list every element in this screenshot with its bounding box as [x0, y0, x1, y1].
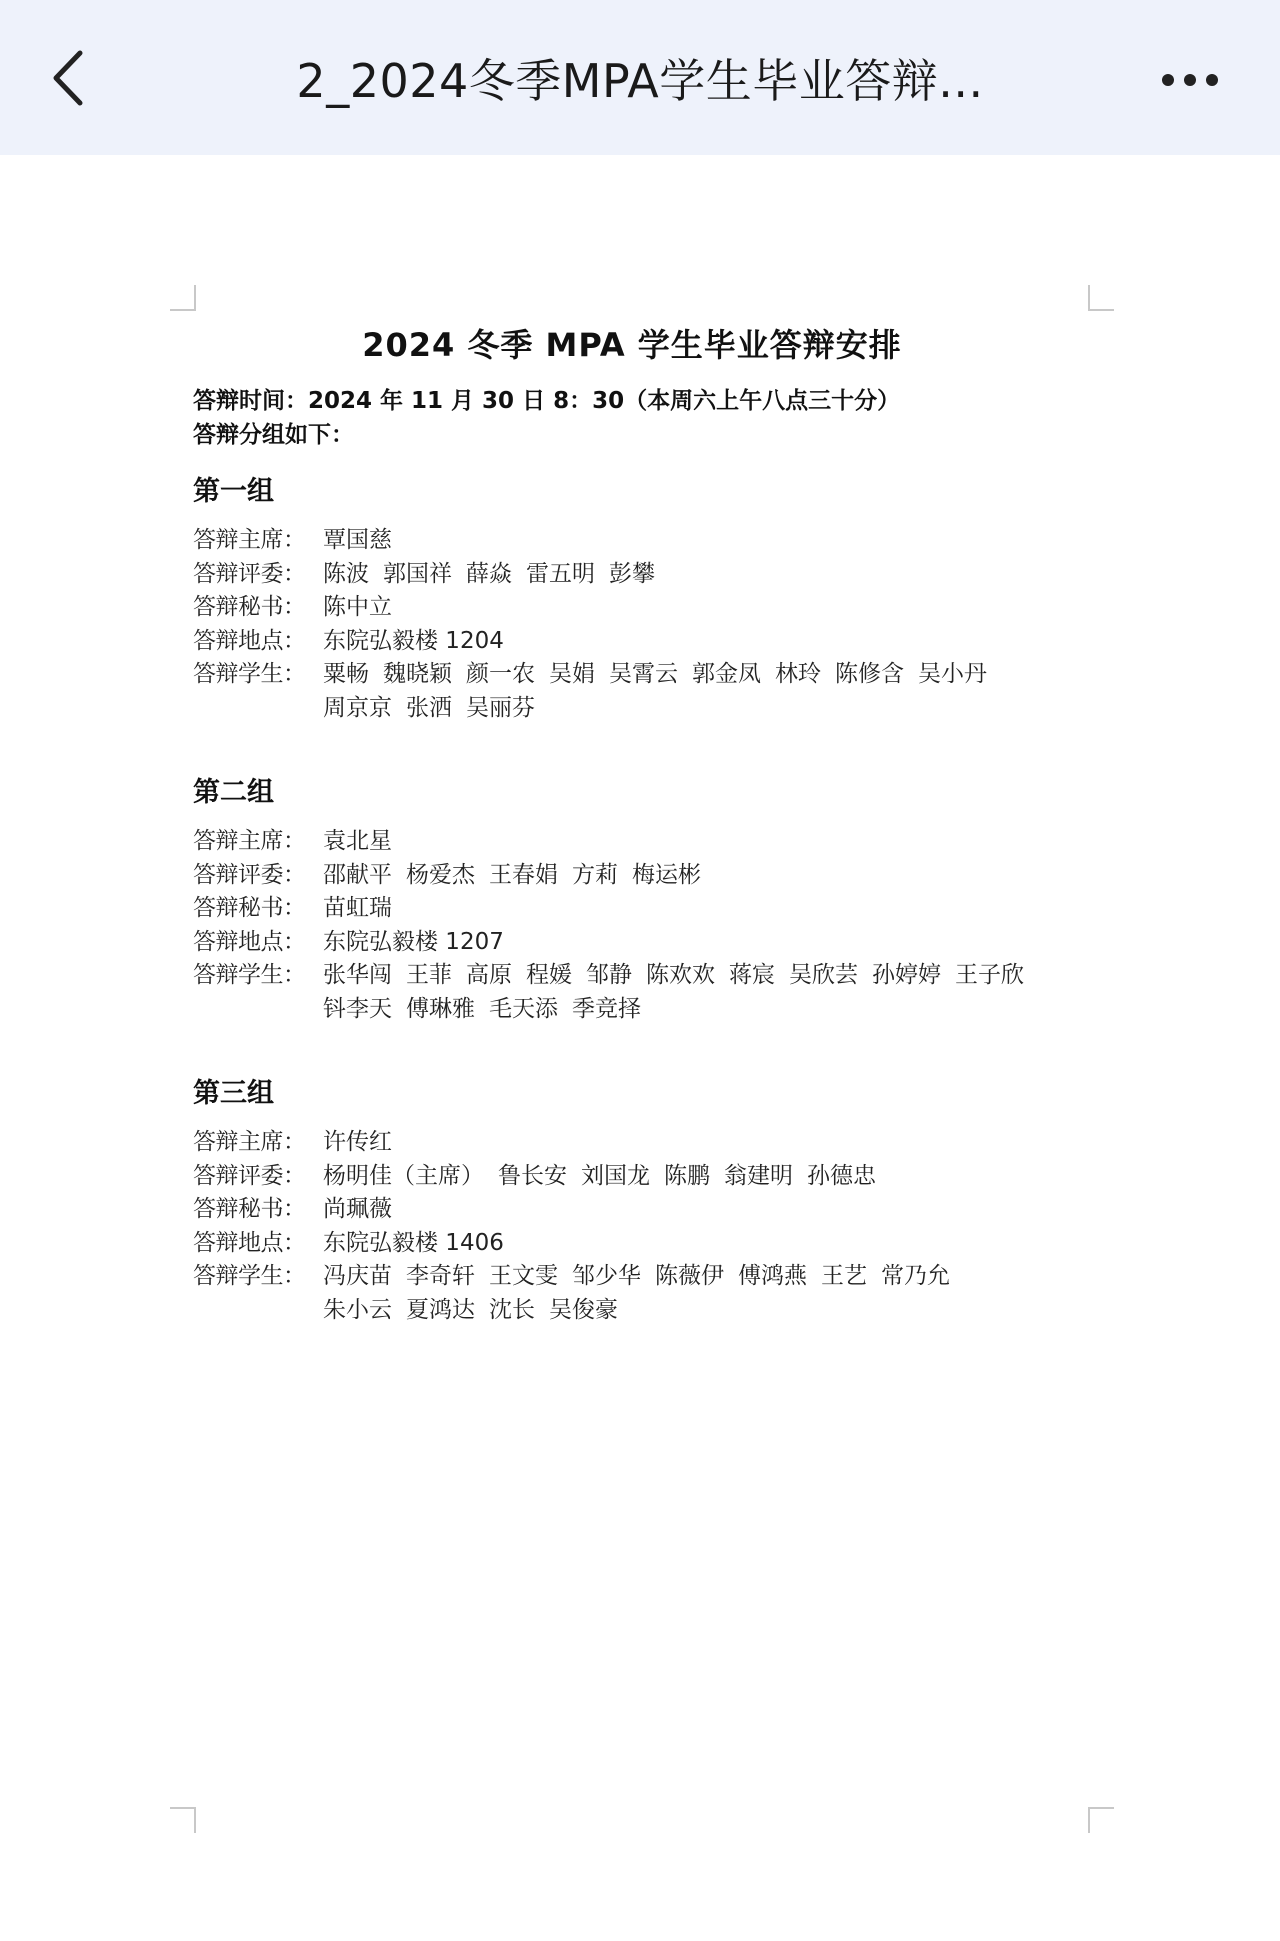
person-name: 周京京 — [323, 694, 392, 721]
defense-group — [193, 1074, 1093, 1327]
person-name: 郭金凤 — [692, 661, 761, 687]
secretary-row-value — [323, 1193, 1093, 1227]
person-name: 蒋宸 — [729, 962, 775, 988]
secretary-row-value — [323, 591, 1093, 625]
person-name: 薛焱 — [466, 560, 512, 587]
page-corner-mark — [170, 1807, 196, 1833]
person-name: 邹静 — [586, 962, 632, 988]
person-name: 吴欣芸 — [789, 962, 858, 988]
chair-name: 覃国慈 — [323, 527, 392, 553]
page-corner-mark — [1088, 285, 1114, 311]
person-name: 郭国祥 — [383, 560, 452, 587]
person-name: 吴娟 — [549, 661, 595, 687]
students-line — [323, 959, 1093, 993]
chair-row-label: 答辩主席： — [193, 527, 306, 553]
chair-name: 袁北星 — [323, 828, 392, 854]
secretary-name: 苗虹瑞 — [323, 895, 392, 921]
person-name: 高原 — [466, 962, 512, 988]
person-name: 毛天添 — [489, 995, 558, 1022]
location-text: 东院弘毅楼 1207 — [323, 928, 504, 955]
person-name: 王菲 — [406, 962, 452, 988]
chair-row — [193, 1126, 1093, 1160]
person-name: 朱小云 — [323, 1296, 392, 1323]
committee-row — [193, 859, 1093, 893]
defense-group — [193, 773, 1093, 1026]
person-name: 钭李天 — [323, 995, 392, 1022]
group-heading: 第二组 — [193, 777, 274, 808]
document-viewer[interactable] — [0, 155, 1280, 1941]
person-name: 王春娟 — [489, 861, 558, 888]
person-name: 傅琳雅 — [406, 995, 475, 1022]
committee-row — [193, 1160, 1093, 1194]
secretary-row-value — [323, 892, 1093, 926]
person-name: 王子欣 — [955, 962, 1024, 988]
person-name: 孙德忠 — [807, 1162, 876, 1189]
students-line — [323, 658, 1093, 692]
committee-row — [193, 558, 1093, 592]
person-name: 方莉 — [572, 861, 618, 888]
person-name: 张洒 — [406, 694, 452, 721]
person-name: 陈鹏 — [664, 1162, 710, 1189]
chair-row-value — [323, 1126, 1093, 1160]
location-row-value — [323, 625, 1093, 659]
location-row-label: 答辩地点： — [193, 928, 306, 955]
more-dots-icon — [1160, 73, 1220, 87]
person-name: 季竞择 — [572, 995, 641, 1022]
groups-container — [193, 472, 1093, 1327]
students-line — [323, 993, 1093, 1027]
person-name: 陈欢欢 — [646, 962, 715, 988]
top-bar — [0, 0, 1280, 155]
defense-group — [193, 472, 1093, 725]
location-row — [193, 926, 1093, 960]
students-row-value — [323, 959, 1093, 1026]
students-row — [193, 1260, 1093, 1327]
person-name: 孙婷婷 — [872, 962, 941, 988]
person-name: 吴霄云 — [609, 661, 678, 687]
person-name: 鲁长安 — [498, 1162, 567, 1189]
page-corner-mark — [170, 285, 196, 311]
person-name: 彭攀 — [609, 560, 655, 587]
person-name: 陈薇伊 — [655, 1263, 724, 1289]
person-name: 傅鸿燕 — [738, 1263, 807, 1289]
students-row — [193, 959, 1093, 1026]
committee-row-value — [323, 1160, 1093, 1194]
group-heading: 第三组 — [193, 1078, 274, 1109]
committee-row-label: 答辩评委： — [193, 560, 306, 587]
students-row-label: 答辩学生： — [193, 661, 306, 687]
person-name: 邹少华 — [572, 1263, 641, 1289]
person-name: 陈波 — [323, 560, 369, 587]
chair-name: 许传红 — [323, 1129, 392, 1155]
document-title: 2_2024冬季MPA学生毕业答辩... — [296, 53, 984, 108]
page-corner-mark — [1088, 1807, 1114, 1833]
chair-row — [193, 524, 1093, 558]
person-name: 沈长 — [489, 1296, 535, 1323]
person-name: 吴小丹 — [918, 661, 987, 687]
grouping-intro: 答辩分组如下： — [193, 422, 354, 448]
person-name: 杨爱杰 — [406, 861, 475, 888]
person-name: 粟畅 — [323, 661, 369, 687]
more-options-button[interactable] — [1140, 55, 1240, 105]
committee-row-value — [323, 859, 1093, 893]
secretary-row — [193, 591, 1093, 625]
person-name: 邵献平 — [323, 861, 392, 888]
secretary-row-label: 答辩秘书： — [193, 895, 306, 921]
students-row-label: 答辩学生： — [193, 962, 306, 988]
person-name: 张华闯 — [323, 962, 392, 988]
location-text: 东院弘毅楼 1204 — [323, 627, 504, 654]
person-name: 梅运彬 — [632, 861, 701, 888]
secretary-row-label: 答辩秘书： — [193, 594, 306, 620]
location-row — [193, 1227, 1093, 1261]
person-name: 李奇轩 — [406, 1263, 475, 1289]
location-row — [193, 625, 1093, 659]
person-name: 翁建明 — [724, 1162, 793, 1189]
person-name: 王艺 — [821, 1263, 867, 1289]
students-row — [193, 658, 1093, 725]
page-title: 2024 冬季 MPA 学生毕业答辩安排 — [362, 326, 902, 364]
person-name: 雷五明 — [526, 560, 595, 587]
committee-row-value — [323, 558, 1093, 592]
committee-row-label: 答辩评委： — [193, 861, 306, 888]
location-row-label: 答辩地点： — [193, 627, 306, 654]
secretary-row — [193, 1193, 1093, 1227]
location-row-label: 答辩地点： — [193, 1229, 306, 1256]
location-row-value — [323, 926, 1093, 960]
chair-row-value — [323, 825, 1093, 859]
person-name: 刘国龙 — [581, 1162, 650, 1189]
defense-time: 答辩时间：2024 年 11 月 30 日 8：30（本周六上午八点三十分） — [193, 388, 901, 414]
students-row-label: 答辩学生： — [193, 1263, 306, 1289]
person-name: 魏晓颖 — [383, 661, 452, 687]
person-name: 颜一农 — [466, 661, 535, 687]
person-name: 吴丽芬 — [466, 694, 535, 721]
secretary-row — [193, 892, 1093, 926]
students-line — [323, 1260, 1093, 1294]
students-line — [323, 1294, 1093, 1328]
person-name: 常乃允 — [881, 1263, 950, 1289]
students-row-value — [323, 1260, 1093, 1327]
group-heading: 第一组 — [193, 476, 274, 507]
person-name: 吴俊豪 — [549, 1296, 618, 1323]
person-name: 夏鸿达 — [406, 1296, 475, 1323]
location-row-value — [323, 1227, 1093, 1261]
chair-row-value — [323, 524, 1093, 558]
person-name: 林玲 — [775, 661, 821, 687]
students-line — [323, 692, 1093, 726]
person-name: 陈修含 — [835, 661, 904, 687]
chair-row-label: 答辩主席： — [193, 1129, 306, 1155]
chair-row-label: 答辩主席： — [193, 828, 306, 854]
location-text: 东院弘毅楼 1406 — [323, 1229, 504, 1256]
document-page — [193, 320, 1093, 1327]
person-name: 杨明佳（主席） — [323, 1162, 484, 1189]
back-button[interactable] — [38, 48, 98, 108]
person-name: 王文雯 — [489, 1263, 558, 1289]
chair-row — [193, 825, 1093, 859]
secretary-name: 尚珮薇 — [323, 1196, 392, 1222]
person-name: 程媛 — [526, 962, 572, 988]
secretary-name: 陈中立 — [323, 594, 392, 620]
chevron-left-icon — [50, 49, 86, 107]
committee-row-label: 答辩评委： — [193, 1162, 306, 1189]
students-row-value — [323, 658, 1093, 725]
secretary-row-label: 答辩秘书： — [193, 1196, 306, 1222]
person-name: 冯庆苗 — [323, 1263, 392, 1289]
